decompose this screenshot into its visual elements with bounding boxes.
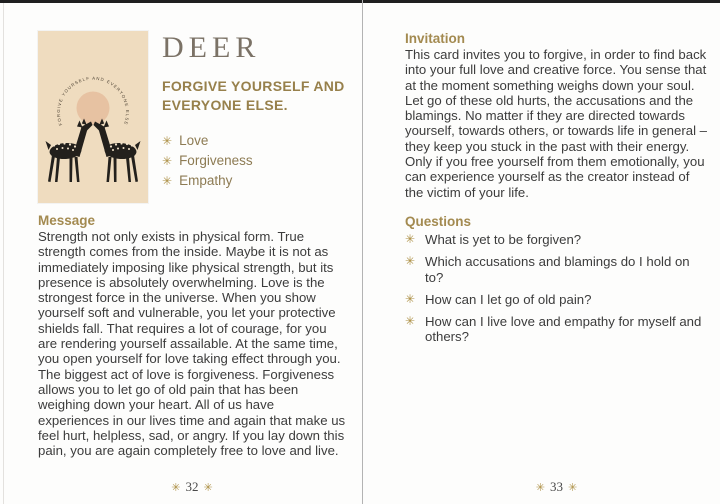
question-text: What is yet to be forgiven? bbox=[425, 231, 582, 247]
asterisk-icon: ✳ bbox=[171, 482, 181, 494]
page-number: 32 bbox=[185, 479, 199, 494]
question-item bbox=[405, 254, 708, 285]
keyword-label: Empathy bbox=[179, 173, 233, 188]
asterisk-bullet-icon: ✳ bbox=[405, 254, 416, 269]
invitation-heading: Invitation bbox=[405, 31, 465, 46]
deer-icon bbox=[46, 119, 93, 183]
asterisk-icon: ✳ bbox=[203, 482, 213, 494]
asterisk-icon: ✳ bbox=[535, 482, 545, 494]
right-page bbox=[405, 0, 708, 504]
questions-list bbox=[405, 232, 708, 345]
page-footer-left bbox=[38, 479, 346, 495]
asterisk-bullet-icon: ✳ bbox=[162, 134, 173, 148]
asterisk-bullet-icon: ✳ bbox=[162, 154, 173, 168]
question-item bbox=[405, 292, 708, 307]
question-text: Which accusations and blamings do I hold on to? bbox=[425, 254, 690, 285]
keyword-item bbox=[162, 151, 357, 171]
card-image bbox=[38, 31, 148, 203]
message-heading: Message bbox=[38, 213, 96, 228]
questions-heading: Questions bbox=[405, 213, 472, 229]
deer-icon-mirrored bbox=[94, 119, 141, 183]
card-subtitle: FORGIVE YOURSELF AND EVERYONE ELSE. bbox=[162, 78, 345, 113]
keyword-item bbox=[162, 171, 357, 191]
card-info bbox=[162, 31, 357, 191]
card-arc-text: FORGIVE YOURSELF AND EVERYONE ELSE bbox=[55, 75, 131, 127]
page-edge-line bbox=[3, 3, 4, 504]
left-page bbox=[38, 0, 346, 504]
card-header-row bbox=[38, 31, 346, 203]
card-title: DEER bbox=[162, 31, 261, 64]
question-text: How can I let go of old pain? bbox=[425, 291, 592, 307]
question-text: How can I live love and empathy for myself and others? bbox=[425, 314, 702, 345]
question-item bbox=[405, 314, 708, 345]
asterisk-bullet-icon: ✳ bbox=[162, 174, 173, 188]
asterisk-bullet-icon: ✳ bbox=[405, 314, 416, 329]
invitation-body: This card invites you to forgive, in order to find back into your full love and creative force. You sense that at the moment something weighs down your soul. Let go of these old hurts, the accusations and the blamings. No matter if they are directed towards yourself, towards others, or towards life in general – they keep you stuck in the past with their energy. Only if you free yourself from them emotionally, you can experience yourself as the creator instead of the victim of your life. bbox=[405, 47, 707, 200]
keyword-label: Forgiveness bbox=[179, 153, 253, 168]
deer-card-illustration bbox=[38, 31, 148, 203]
page-footer-right bbox=[405, 479, 708, 495]
question-item bbox=[405, 232, 708, 247]
page-number: 33 bbox=[550, 479, 563, 494]
keyword-item bbox=[162, 131, 357, 151]
sun-icon bbox=[77, 92, 110, 125]
message-body: Strength not only exists in physical form. True strength comes from the inside. Maybe it is not as immediately imposing like physical strength, but its presence is absolutely overwhelming. Love is the strongest force in the universe. When you show yourself soft and vulnerable, you let your protective shields fall. That requires a lot of courage, for you are rendering yourself assailable. At the same time, you open yourself for love taking effect through you. The biggest act of love is forgiveness. Forgiveness allows you to let go of old pain that has been weighing down your heart. All of us have experiences in our lives time and again that make us feel hurt, helpless, sad, or angry. If you lay down this pain, you are again completely free to love and live. bbox=[38, 229, 346, 459]
asterisk-bullet-icon: ✳ bbox=[405, 231, 416, 246]
keyword-list bbox=[162, 131, 357, 191]
keyword-label: Love bbox=[179, 133, 209, 148]
asterisk-icon: ✳ bbox=[568, 482, 578, 494]
asterisk-bullet-icon: ✳ bbox=[405, 291, 416, 306]
page-divider bbox=[362, 0, 363, 504]
